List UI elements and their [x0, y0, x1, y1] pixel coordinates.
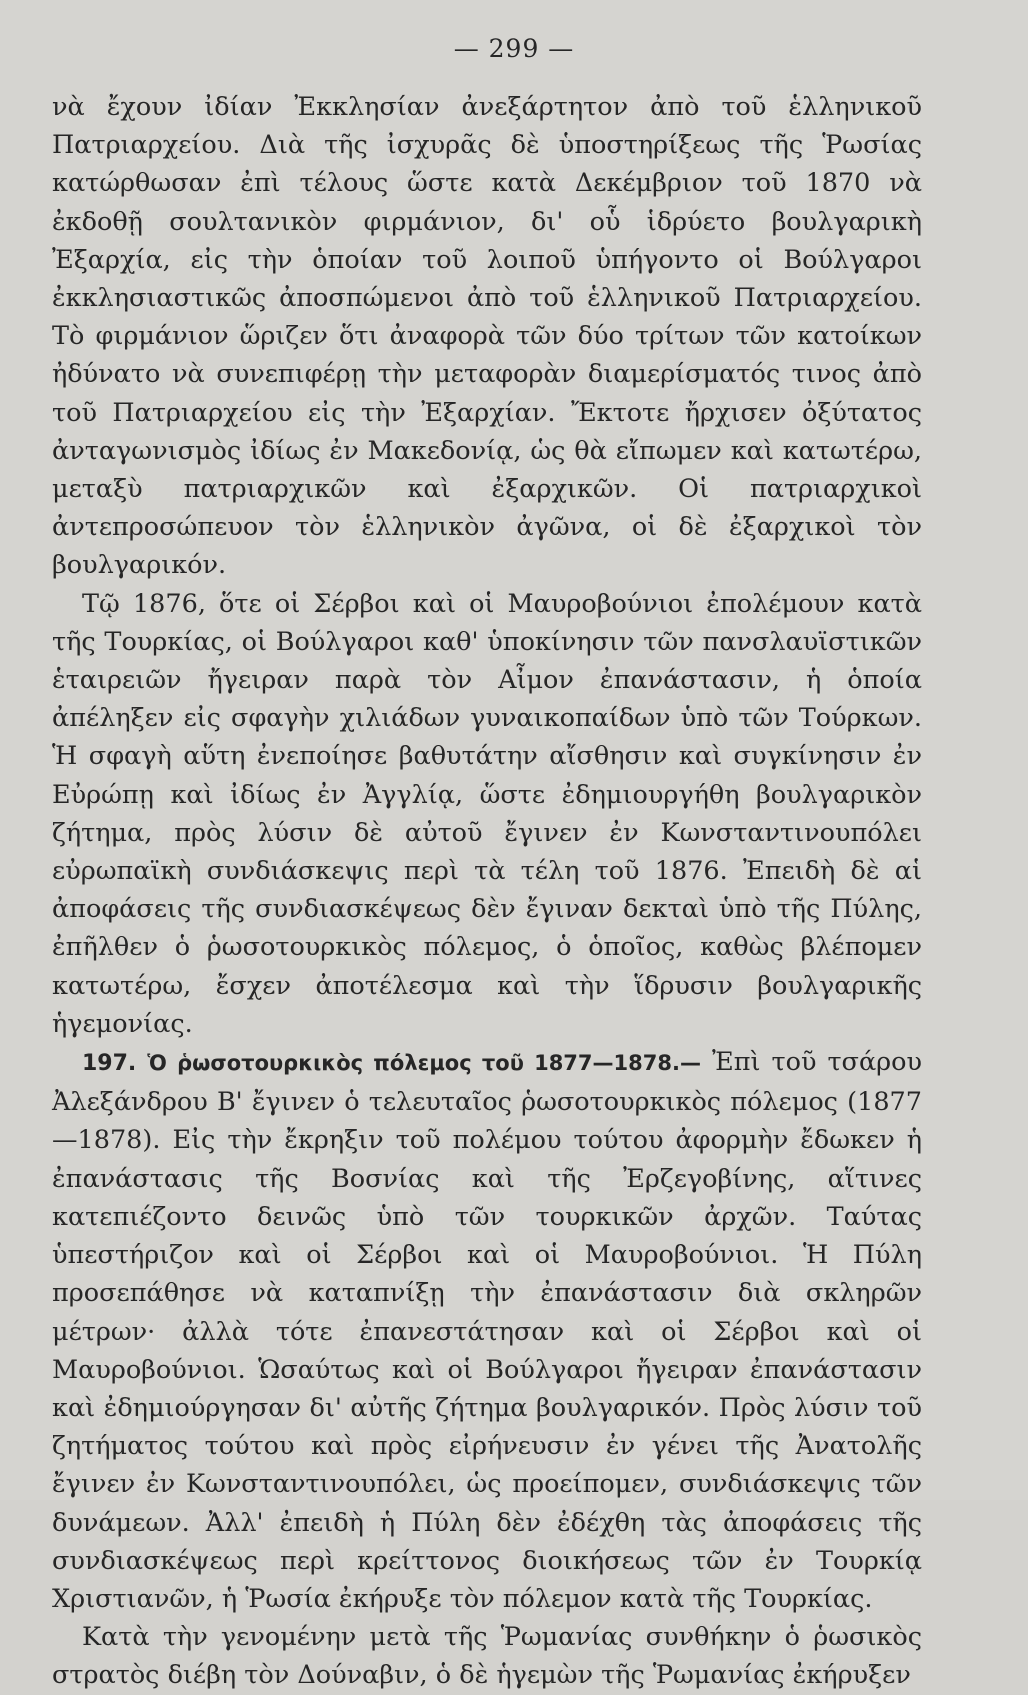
section-197-text: Ἐπὶ τοῦ τσάρου Ἀλεξάνδρου Β' ἔγινεν ὁ τελευταῖος ῥωσοτουρκικὸς πόλεμος (1877—1878). Εἰς τὴν ἔκρηξιν τοῦ πολέμου τούτου ἀφορμὴν ἔδωκεν ἡ ἐπανάστασις τῆς Βοσνίας καὶ τῆς Ἐρζεγοβίνης, αἵτινες κατεπιέζοντο δεινῶς ὑπὸ τῶν τουρκικῶν ἀρχῶν. Ταύτας ὑπεστήριζον καὶ οἱ Σέρβοι καὶ οἱ Μαυροβούνιοι. Ἡ Πύλη προσεπάθησε νὰ καταπνίξῃ τὴν ἐπανάστασιν διὰ σκληρῶν μέτρων· ἀλλὰ τότε ἐπανεστάτησαν καὶ οἱ Σέρβοι καὶ οἱ Μαυροβούνιοι. Ὡσαύτως καὶ οἱ Βούλγαροι ἤγειραν ἐπανάστασιν καὶ ἐδημιούργησαν δι' αὐτῆς ζήτημα βουλγαρικόν. Πρὸς λύσιν τοῦ ζητήματος τούτου καὶ πρὸς εἰρήνευσιν ἐν γένει τῆς Ἀνατολῆς ἔγινεν ἐν Κωνσταντινουπόλει, ὡς προείπομεν, συνδιάσκεψις τῶν δυνάμεων. Ἀλλ' ἐπειδὴ ἡ Πύλη δὲν ἐδέχθη τὰς ἀποφάσεις τῆς συνδιασκέψεως περὶ κρείττονος διοικήσεως τῶν ἐν Τουρκίᾳ Χριστιανῶν, ἡ Ῥωσία ἐκήρυξε τὸν πόλεμον κατὰ τῆς Τουρκίας. [52, 1047, 923, 1614]
paragraph-continued: νὰ ἔχουν ἰδίαν Ἐκκλησίαν ἀνεξάρτητον ἀπὸ τοῦ ἑλληνικοῦ Πατριαρχείου. Διὰ τῆς ἰσχυρᾶς δὲ ὑποστηρίξεως τῆς Ῥωσίας κατώρθωσαν ἐπὶ τέλους ὥστε κατὰ Δεκέμβριον τοῦ 1870 νὰ ἐκδοθῇ σουλτανικὸν φιρμάνιον, δι' οὗ ἱδρύετο βουλγαρικὴ Ἐξαρχία, εἰς τὴν ὁποίαν τοῦ λοιποῦ ὑπήγοντο οἱ Βούλγαροι ἐκκλησιαστικῶς ἀποσπώμενοι ἀπὸ τοῦ ἑλληνικοῦ Πατριαρχείου. Τὸ φιρμάνιον ὥριζεν ὅτι ἀναφορὰ τῶν δύο τρίτων τῶν κατοίκων ἠδύνατο νὰ συνεπιφέρῃ τὴν μεταφορὰν διαμερίσματός τινος ἀπὸ τοῦ Πατριαρχείου εἰς τὴν Ἐξαρχίαν. Ἔκτοτε ἤρχισεν ὀξύτατος ἀνταγωνισμὸς ἰδίως ἐν Μακεδονίᾳ, ὡς θὰ εἴπωμεν καὶ κατωτέρω, μεταξὺ πατριαρχικῶν καὶ ἐξαρχικῶν. Οἱ πατριαρχικοὶ ἀντεπροσώπευον τὸν ἑλληνικὸν ἀγῶνα, οἱ δὲ ἐξαρχικοὶ τὸν βουλγαρικόν. [52, 92, 922, 581]
section-title: Ὁ ῥωσοτουρκικὸς πόλεμος τοῦ 1877—1878.— [147, 1051, 701, 1076]
body-text [52, 88, 922, 1695]
section-number: 197. [82, 1051, 137, 1077]
paragraph-romania: Κατὰ τὴν γενομένην μετὰ τῆς Ῥωμανίας συνθήκην ὁ ῥωσικὸς στρατὸς διέβη τὸν Δούναβιν, ὁ δὲ ἡγεμὼν τῆς Ῥωμανίας ἐκήρυξεν [52, 1622, 922, 1691]
page-number: — 299 — [453, 34, 575, 63]
section-197-paragraph [52, 1043, 922, 1618]
paragraph-1876: Τῷ 1876, ὅτε οἱ Σέρβοι καὶ οἱ Μαυροβούνιοι ἐπολέμουν κατὰ τῆς Τουρκίας, οἱ Βούλγαροι καθ' ὑποκίνησιν τῶν πανσλαυϊστικῶν ἑταιρειῶν ἤγειραν παρὰ τὸν Αἶμον ἐπανάστασιν, ἡ ὁποία ἀπέληξεν εἰς σφαγὴν χιλιάδων γυναικοπαίδων ὑπὸ τῶν Τούρκων. Ἡ σφαγὴ αὕτη ἐνεποίησε βαθυτάτην αἴσθησιν καὶ συγκίνησιν ἐν Εὐρώπῃ καὶ ἰδίως ἐν Ἀγγλίᾳ, ὥστε ἐδημιουργήθη βουλγαρικὸν ζήτημα, πρὸς λύσιν δὲ αὐτοῦ ἔγινεν ἐν Κωνσταντινουπόλει εὐρωπαϊκὴ συνδιάσκεψις περὶ τὰ τέλη τοῦ 1876. Ἐπειδὴ δὲ αἱ ἀποφάσεις τῆς συνδιασκέψεως δὲν ἔγιναν δεκταὶ ὑπὸ τῆς Πύλης, ἐπῆλθεν ὁ ῥωσοτουρκικὸς πόλεμος, ὁ ὁποῖος, καθὼς βλέπομεν κατωτέρω, ἔσχεν ἀποτέλεσμα καὶ τὴν ἵδρυσιν βουλγαρικῆς ἡγεμονίας. [52, 588, 922, 1039]
